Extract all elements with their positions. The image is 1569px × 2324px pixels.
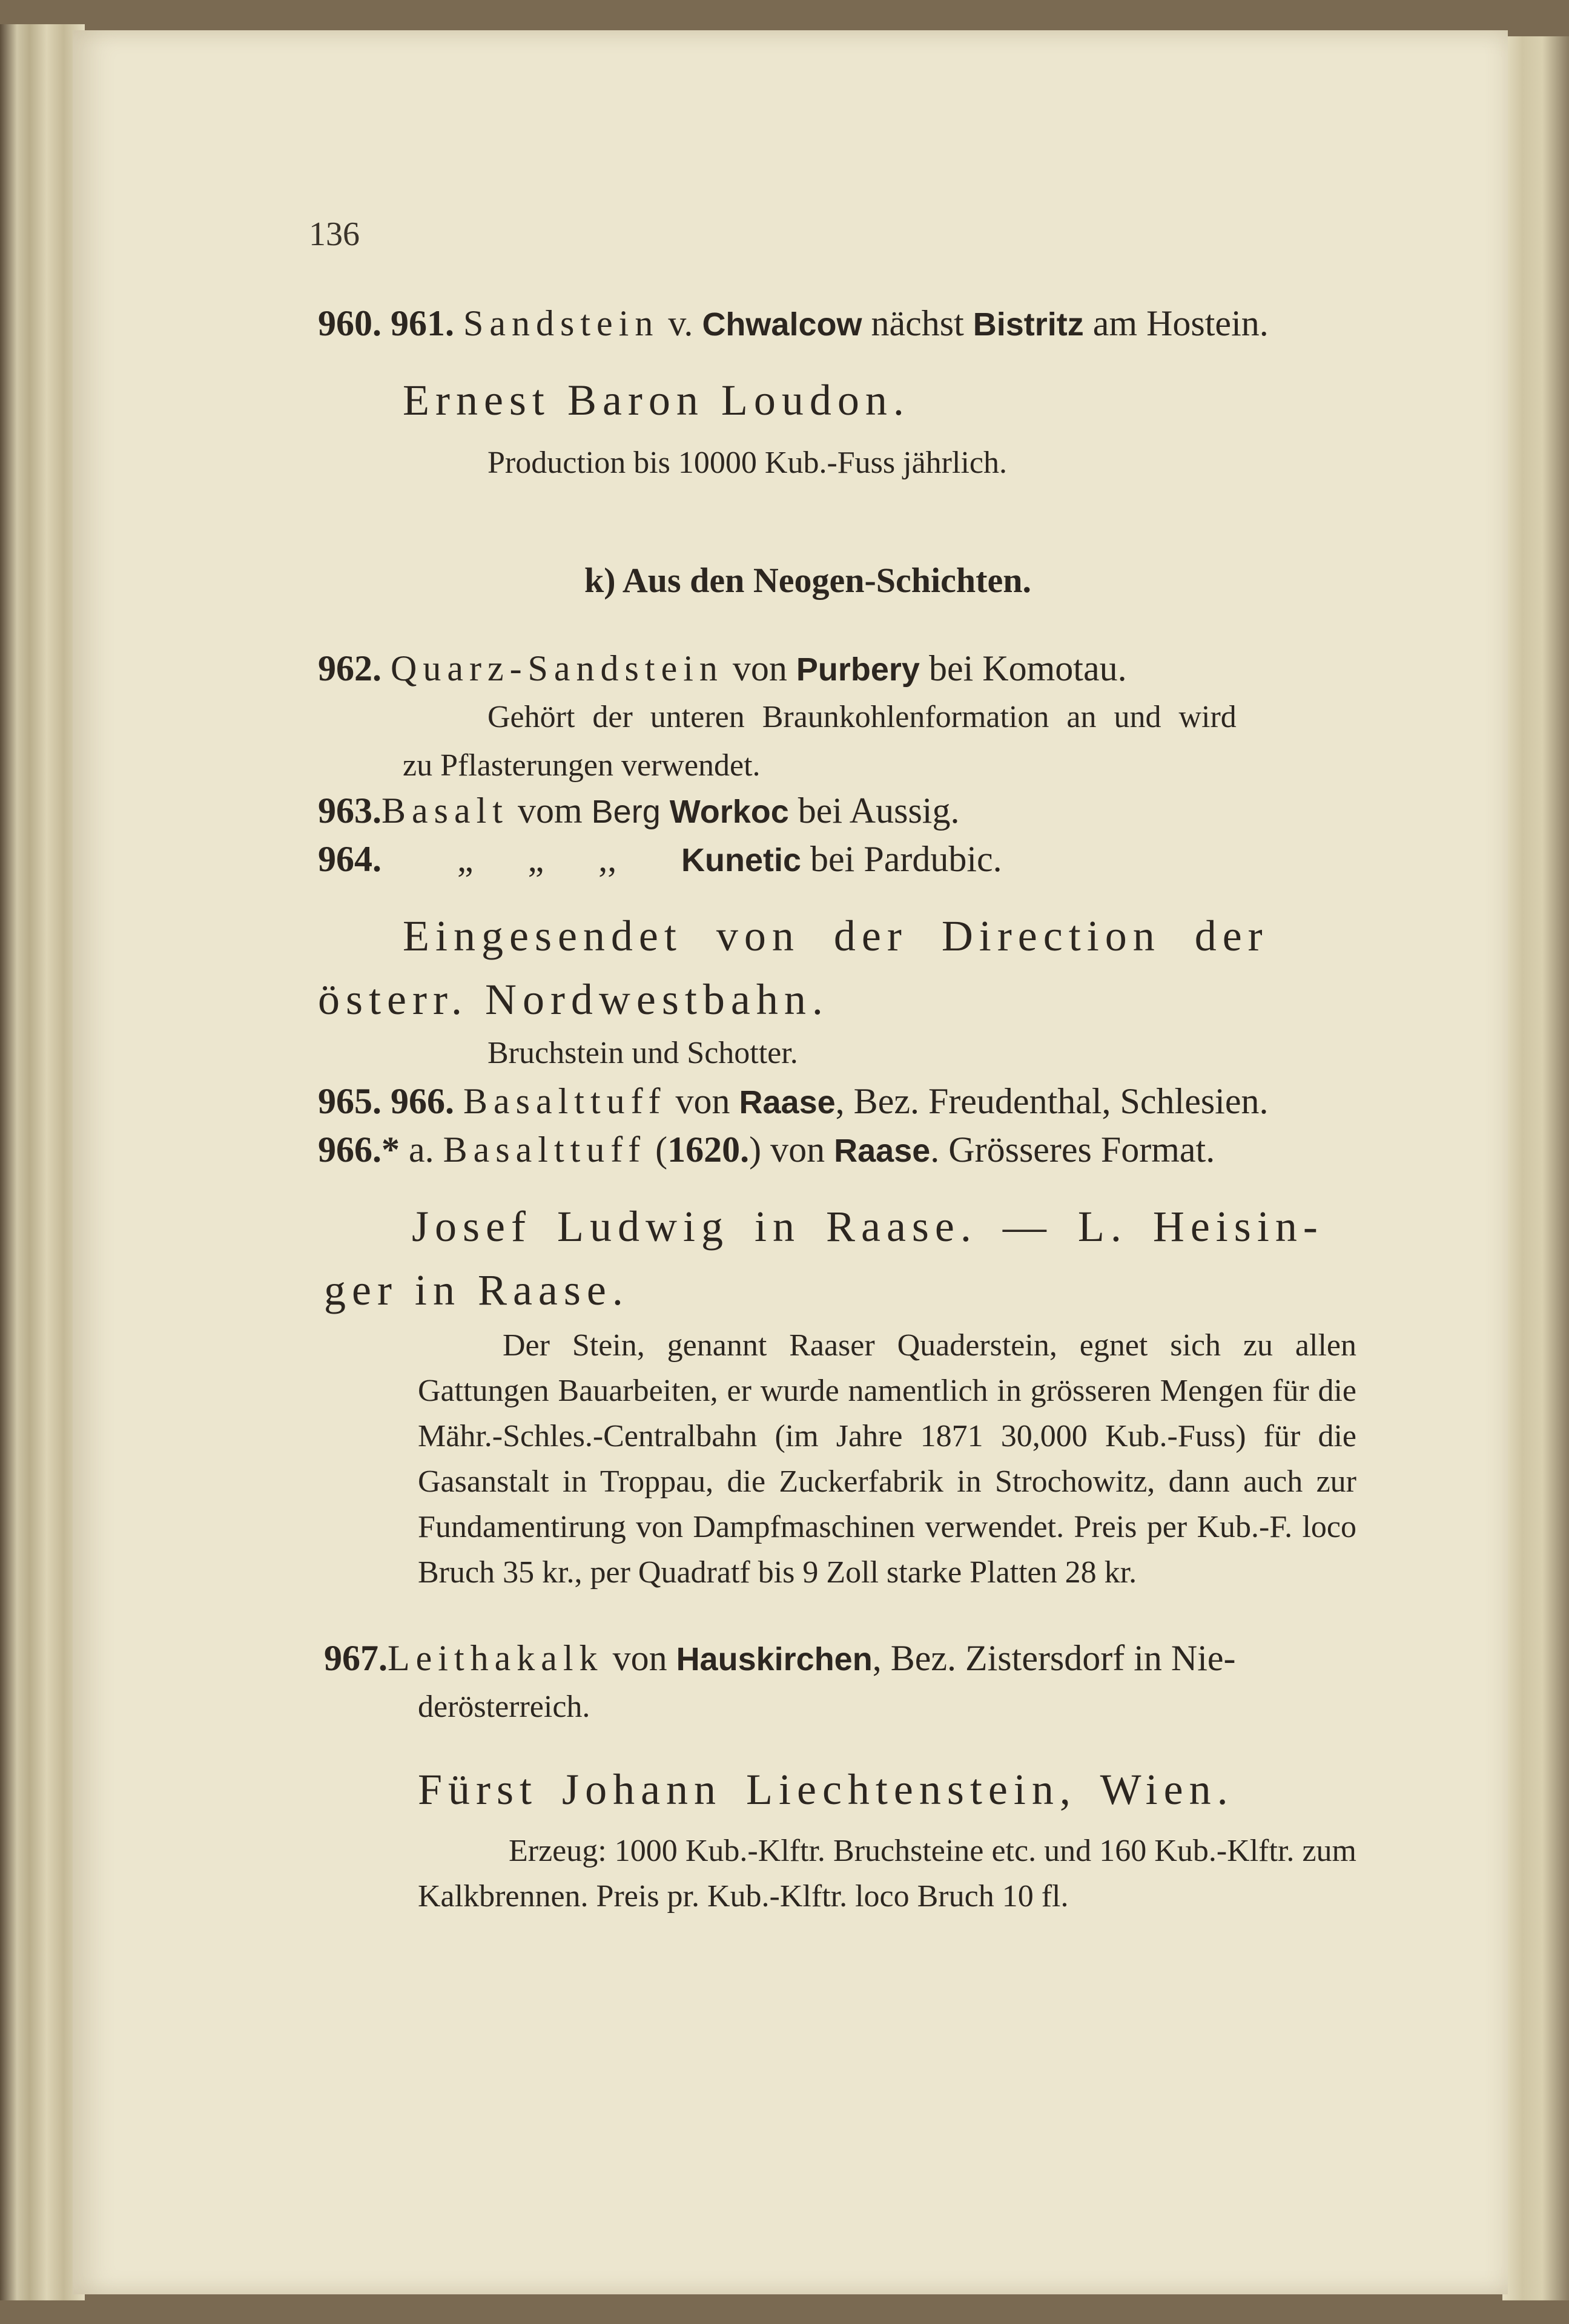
stone-name: Basalttuff [443,1130,647,1170]
place-name: Kunetic [681,842,802,878]
entry-text: , Bez. Zistersdorf in Nie- [872,1638,1236,1678]
stone-name: Basalttuff [463,1081,667,1121]
entry-number: 967. [324,1638,388,1678]
entry-960-961 [318,303,1269,344]
reference-number: 1620. [667,1130,750,1170]
producer-description: Erzeug: 1000 Kub.-Klftr. Bruchsteine etc. und 160 Kub.-Klftr. zum Kalkbrennen. Preis pr. Kub.-Klftr. loco Bruch 10 fl. [418,1834,1356,1914]
stone-name: Sandstein [463,303,659,343]
entry-text: bei Komotau. [919,648,1127,688]
producer-description: Der Stein, genannt Raaser Quaderstein, egnet sich zu allen Gattungen Bauarbeiten, er wurde namentlich in grösseren Mengen für die Mähr.-Schles.-Centralbahn (im Jahre 1871 30,000 Kub.-Fuss) für die Gasanstalt in Troppau, die Zuckerfabrik in Strochowitz, dann auch zur Fundamentirung von Dampfmaschinen verwendet. Preis per Kub.-F. loco Bruch 35 kr., per Quadratf bis 9 Zoll starke Platten 28 kr. [418,1328,1356,1590]
book-edge-left [0,24,85,2300]
entry-text: ) von [749,1130,834,1170]
place-name: Bistritz [973,306,1084,343]
book-edge-right [1502,36,1569,2300]
entry-text: bei Pardubic. [801,839,1002,879]
producer-heading: Ernest Baron Loudon. [403,376,910,424]
entry-text: bei Aussig. [788,791,960,831]
entry-text: vom [508,791,592,831]
entry-number: 962. [318,648,382,688]
place-name: Workoc [669,794,789,830]
producer-heading-line2: ger in Raase. [324,1266,629,1314]
place-prefix: Berg [591,794,670,830]
page-number: 136 [309,216,360,253]
entry-number: 960. 961. [318,303,454,343]
entry-text: a. [400,1130,443,1170]
entry-number: 964. [318,839,382,879]
stone-name: Leithakalk [388,1638,604,1678]
entry-text: von [723,648,796,688]
entry-text: ( [646,1130,668,1170]
place-name: Chwalcow [702,306,862,343]
entry-967 [324,1638,1236,1679]
entry-number: 966.* [318,1130,400,1170]
entry-text: nächst [862,303,973,343]
entry-964 [318,838,1002,880]
entry-962 [318,648,1127,690]
stone-name: Basalt [382,791,509,831]
producer-heading-line1: Josef Ludwig in Raase. — L. Heisin- [412,1202,1324,1251]
entry-965-966 [318,1081,1269,1122]
entry-text: v. [659,303,702,343]
section-heading: k) Aus den Neogen-Schichten. [584,561,1031,600]
entry-note: Gehört der unteren Braunkohlenformation an und wird [487,700,1237,734]
sender-note: Bruchstein und Schotter. [487,1036,798,1070]
place-name: Raase [834,1133,931,1169]
sender-heading-line1: Eingesendet von der Direction der [403,912,1269,960]
ditto-marks: „ „ ,, [457,839,617,879]
entry-number: 965. 966. [318,1081,454,1121]
sender-heading-line2: österr. Nordwestbahn. [318,975,829,1024]
stone-name: Quarz-Sandstein [391,648,724,688]
entry-text: , Bez. Freudenthal, Schlesien. [835,1081,1269,1121]
entry-966-star [318,1129,1215,1171]
production-note: Production bis 10000 Kub.-Fuss jährlich. [487,446,1007,480]
entry-note: zu Pflasterungen verwendet. [403,748,761,783]
place-name: Purbery [796,651,920,688]
entry-text: von [603,1638,676,1678]
entry-963 [318,790,959,832]
producer-heading: Fürst Johann Liechtenstein, Wien. [418,1765,1234,1814]
place-name: Raase [739,1084,836,1121]
entry-text: . Grösseres Format. [930,1130,1215,1170]
entry-continuation: derösterreich. [418,1690,590,1724]
place-name: Hauskirchen [676,1641,873,1677]
entry-number: 963. [318,791,382,831]
entry-text: am Hostein. [1083,303,1269,343]
entry-text: von [666,1081,739,1121]
